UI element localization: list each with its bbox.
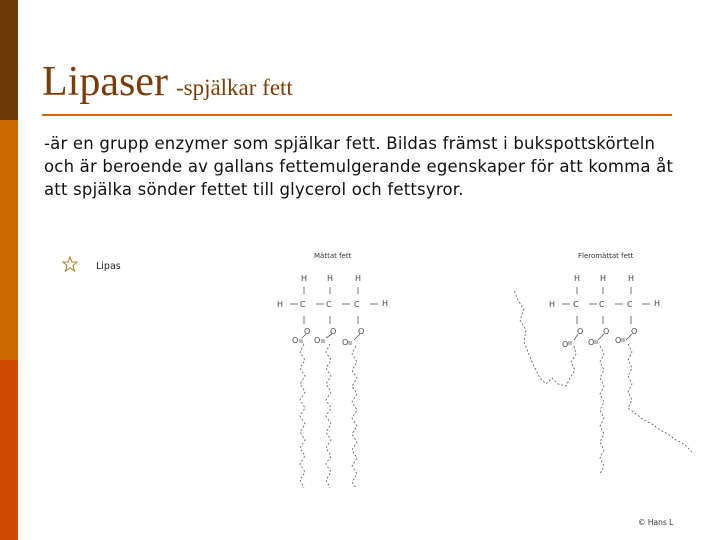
unsaturated-fat-label: Fleromättat fett [578, 252, 634, 260]
svg-text:C: C [573, 300, 579, 309]
svg-text:H: H [600, 274, 607, 283]
svg-text:O: O [631, 327, 638, 336]
svg-text:O: O [304, 327, 311, 336]
svg-text:H: H [301, 274, 308, 283]
saturated-fat-molecule [290, 287, 378, 488]
copyright-notice: © Hans L [638, 518, 674, 527]
svg-text:H: H [574, 274, 581, 283]
title-main: Lipaser [42, 59, 168, 105]
svg-text:O: O [588, 338, 595, 347]
body-paragraph: -är en grupp enzymer som spjälkar fett. Bildas främst i bukspottskörteln och är beroende av gallans fettemulgerande egenskaper för att komma åt att spjälka sönder fettet till glycerol och fettsyror. [44, 134, 674, 199]
svg-text:O: O [603, 327, 610, 336]
svg-text:H: H [382, 299, 389, 308]
svg-text:H: H [628, 274, 635, 283]
svg-text:O: O [562, 340, 569, 349]
svg-text:H: H [654, 299, 661, 308]
bullet-label-lipas: Lipas [96, 261, 121, 272]
unsaturated-fat-atoms [549, 274, 660, 349]
saturated-fat-atoms [277, 274, 388, 347]
svg-text:C: C [354, 300, 360, 309]
svg-text:O: O [342, 338, 349, 347]
svg-text:C: C [599, 300, 605, 309]
svg-text:O: O [615, 336, 622, 345]
svg-text:O: O [292, 336, 299, 345]
svg-text:H: H [277, 300, 284, 309]
svg-text:C: C [627, 300, 633, 309]
svg-text:O: O [330, 327, 337, 336]
saturated-fat-label: Mättat fett [314, 252, 352, 260]
svg-text:C: C [300, 300, 306, 309]
unsaturated-fat-molecule [514, 287, 692, 474]
svg-text:H: H [549, 300, 556, 309]
svg-text:H: H [327, 274, 334, 283]
svg-text:C: C [326, 300, 332, 309]
title-subtitle: -spjälkar fett [175, 75, 293, 100]
svg-text:O: O [314, 336, 321, 345]
svg-text:O: O [577, 327, 584, 336]
svg-text:H: H [355, 274, 362, 283]
svg-text:O: O [358, 327, 365, 336]
